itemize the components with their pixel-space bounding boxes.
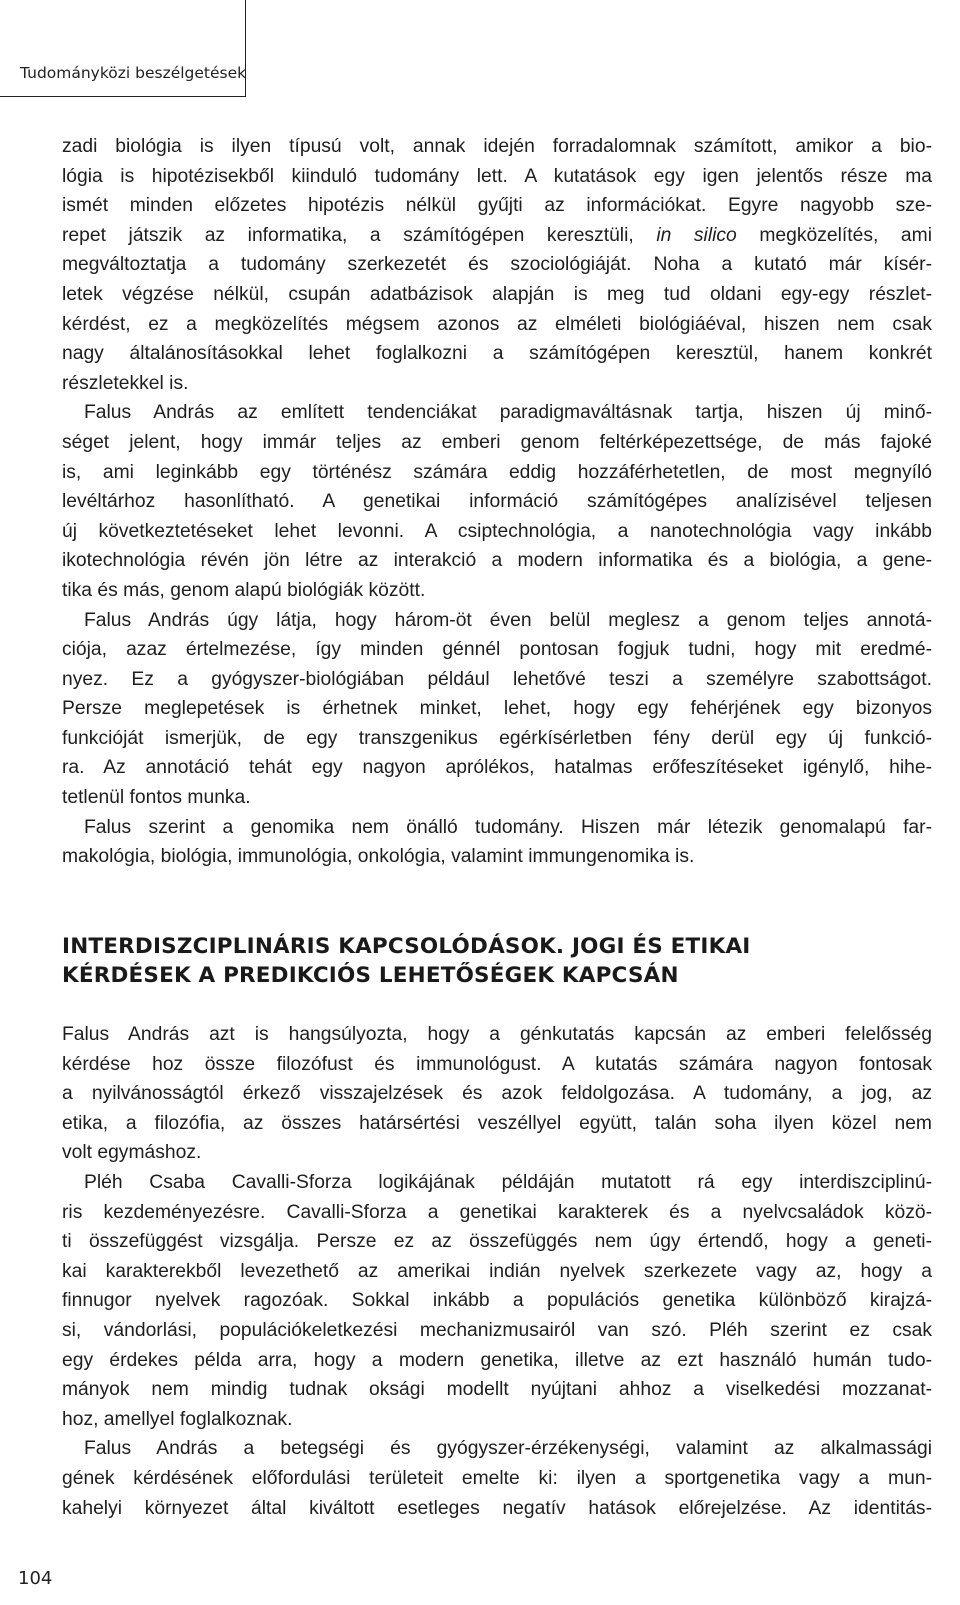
text-line: etika, a filozófia, az összes határsértési veszéllyel együtt, talán soha ilyen közel nem <box>62 1112 932 1134</box>
text-line: ra. Az annotáció tehát egy nagyon aprólékos, hatalmas erőfeszítéseket igénylő, hihe- <box>62 757 932 779</box>
running-head-title: Tudományközi beszélgetések <box>20 64 247 82</box>
text-line: Pléh Csaba Cavalli-Sforza logikájának példáján mutatott rá egy interdiszciplinú- <box>84 1171 932 1193</box>
text-line: új következtetéseket lehet levonni. A csiptechnológia, a nanotechnológia vagy inkább <box>62 520 932 542</box>
text-line: levéltárhoz hasonlítható. A genetikai információ számítógépes analízisével teljesen <box>62 491 932 513</box>
text-line: volt egymáshoz. <box>62 1142 202 1164</box>
text-line: Falus András azt is hangsúlyozta, hogy a génkutatás kapcsán az emberi felelősség <box>62 1024 932 1045</box>
text-line: mányok nem mindig tudnak oksági modellt nyújtani ahhoz a viselkedési mozzanat- <box>62 1379 932 1401</box>
text-line: gének kérdésének előfordulási területeit emelte ki: ilyen a sportgenetika vagy a mun- <box>62 1467 932 1489</box>
text-line: Falus András úgy látja, hogy három-öt éven belül meglesz a genom teljes annotá- <box>84 609 932 631</box>
text-line: kérdést, ez a megközelítés mégsem azonos az elméleti biológiáéval, hiszen nem csak <box>62 313 932 335</box>
text-line: kérdése hoz össze filozófust és immunológust. A kutatás számára nagyon fontosak <box>62 1053 932 1075</box>
body-text-block-1 <box>62 132 932 872</box>
text-line: kahelyi környezet által kiváltott esetleges negatív hatások előrejelzése. Az identitás- <box>62 1497 932 1519</box>
text-line: lógia is hipotézisekből kiinduló tudomány lett. A kutatások egy igen jelentős része ma <box>62 165 932 187</box>
body-text-block-2 <box>62 1020 932 1523</box>
section-heading-line-2: KÉRDÉSEK A PREDIKCIÓS LEHETŐSÉGEK KAPCSÁN <box>62 963 679 988</box>
text-line: ris kezdeményezésre. Cavalli-Sforza a genetikai karakterek és a nyelvcsaládok közö- <box>62 1201 932 1223</box>
text-line: tetlenül fontos munka. <box>62 787 251 809</box>
text-line: letek végzése nélkül, csupán adatbázisok alapján is meg tud oldani egy-egy részlet- <box>62 283 932 305</box>
italic-term: in silico <box>656 224 737 246</box>
text-line: Falus szerint a genomika nem önálló tudomány. Hiszen már létezik genomalapú far- <box>84 816 932 838</box>
text-line: ciója, azaz értelmezése, így minden génnél pontosan fogjuk tudni, hogy mit eredmé- <box>62 639 932 661</box>
text-line: si, vándorlási, populációkeletkezési mechanizmusairól van szó. Pléh szerint ez csak <box>62 1319 932 1341</box>
text-line: nyez. Ez a gyógyszer-biológiában például lehetővé teszi a személyre szabottságot. <box>62 668 932 690</box>
page-number: 104 <box>18 1568 53 1589</box>
running-head-box <box>0 0 246 97</box>
text-line: Falus András az említett tendenciákat paradigmaváltásnak tartja, hiszen új minő- <box>84 402 932 424</box>
text-segment: repet játszik az informatika, a számítógépen keresztüli, <box>62 224 657 246</box>
text-line: ti összefüggést vizsgálja. Persze ez az összefüggés nem úgy értendő, hogy a geneti- <box>62 1231 932 1253</box>
section-heading <box>62 932 942 990</box>
text-line: nagy általánosításokkal lehet foglalkozni a számítógépen keresztül, hanem konkrét <box>62 343 932 365</box>
section-heading-line-1: INTERDISZCIPLINÁRIS KAPCSOLÓDÁSOK. JOGI ÉS ETIKAI <box>62 934 751 959</box>
text-segment: megközelítés, ami <box>736 224 932 246</box>
text-line: is, ami leginkább egy történész számára eddig hozzáférhetetlen, de most megnyíló <box>62 461 932 483</box>
text-line: makológia, biológia, immunológia, onkológia, valamint immungenomika is. <box>62 846 695 868</box>
text-line: Persze meglepetések is érhetnek minket, lehet, hogy egy fehérjének egy bizonyos <box>62 698 932 720</box>
text-line: ismét minden előzetes hipotézis nélkül gyűjti az információkat. Egyre nagyobb sze- <box>62 195 932 217</box>
text-line: zadi biológia is ilyen típusú volt, annak idején forradalomnak számított, amikor a bio- <box>62 136 932 157</box>
text-line: Falus András a betegségi és gyógyszer-érzékenységi, valamint az alkalmassági <box>84 1438 932 1460</box>
text-line: finnugor nyelvek ragozóak. Sokkal inkább a populációs genetika különböző kirajzá- <box>62 1290 932 1312</box>
text-line: megváltoztatja a tudomány szerkezetét és szociológiáját. Noha a kutató már kísér- <box>62 254 932 276</box>
text-line: séget jelent, hogy immár teljes az emberi genom feltérképezettsége, de más fajoké <box>62 431 932 453</box>
text-line: a nyilvánosságtól érkező visszajelzések és azok feldolgozása. A tudomány, a jog, az <box>62 1083 932 1105</box>
text-line: funkcióját ismerjük, de egy transzgenikus egérkísérletben fény derül egy új funkció- <box>62 727 932 749</box>
text-line: részletekkel is. <box>62 372 189 394</box>
text-line <box>62 221 932 251</box>
text-line: tika és más, genom alapú biológiák között. <box>62 579 426 601</box>
text-line: kai karakterekből levezethető az amerikai indián nyelvek szerkezete vagy az, hogy a <box>62 1260 932 1282</box>
text-line: hoz, amellyel foglalkoznak. <box>62 1408 293 1430</box>
text-line: egy érdekes példa arra, hogy a modern genetika, illetve az ezt használó humán tudo- <box>62 1349 932 1371</box>
text-line: ikotechnológia révén jön létre az interakció a modern informatika és a biológia, a gene- <box>62 550 932 572</box>
